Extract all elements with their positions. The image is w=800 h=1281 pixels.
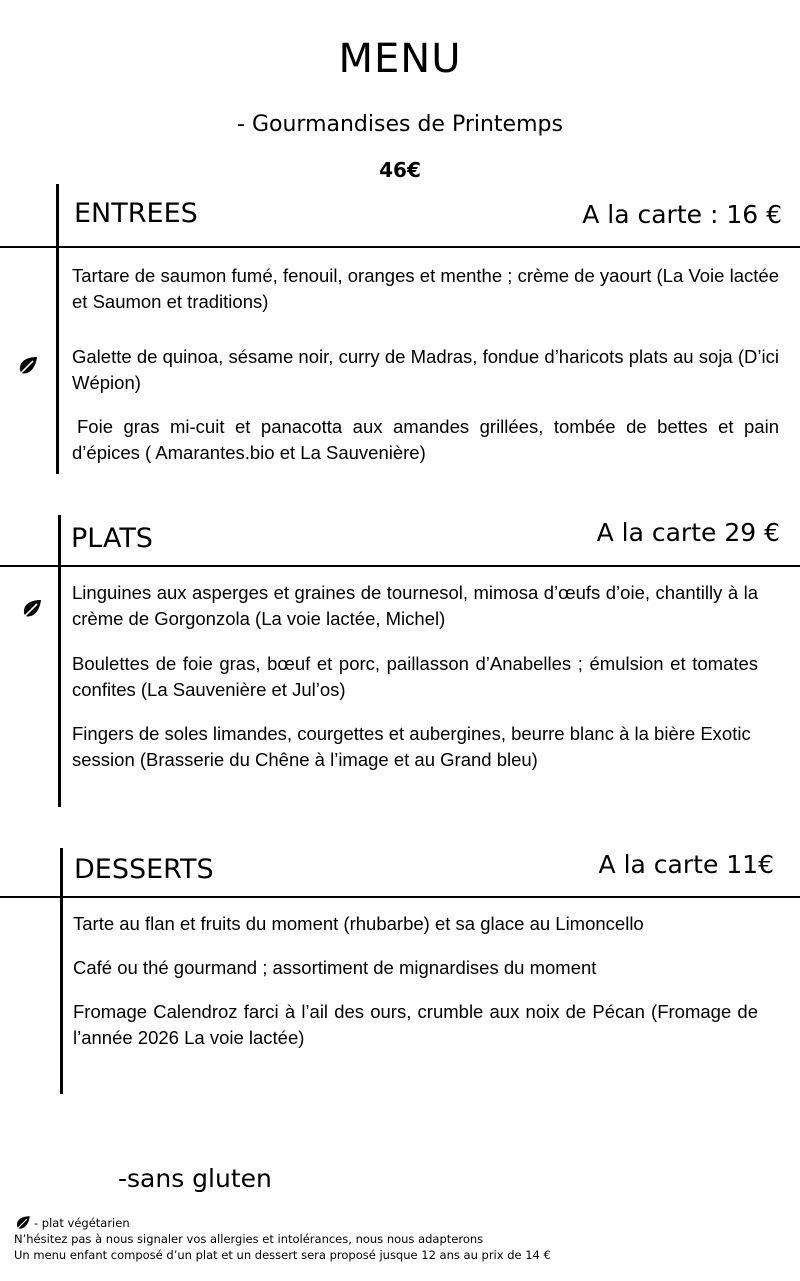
kids-menu-note: Un menu enfant composé d’un plat et un dessert sera proposé jusque 12 ans au prix de 14 € — [14, 1248, 551, 1262]
sans-gluten-note: -sans gluten — [118, 1164, 272, 1193]
menu-subtitle: - Gourmandises de Printemps — [237, 112, 563, 137]
dish-item: Tartare de saumon fumé, fenouil, oranges et menthe ; crème de yaourt (La Voie lactée et Saumon et traditions) — [72, 265, 779, 312]
desserts-title: DESSERTS — [74, 854, 214, 885]
menu-title: MENU — [338, 36, 462, 82]
vegetarian-legend-label: - plat végétarien — [34, 1216, 130, 1230]
menu-price: 46€ — [379, 158, 421, 182]
dish-item: Fingers de soles limandes, courgettes et aubergines, beurre blanc à la bière Exotic session (Brasserie du Chêne à l’image et au Grand bleu) — [72, 723, 751, 770]
allergies-note: N’hésitez pas à nous signaler vos allergies et intolérances, nous nous adapterons — [14, 1232, 484, 1246]
dish-item: Tarte au flan et fruits du moment (rhubarbe) et sa glace au Limoncello — [73, 913, 644, 934]
entrees-divider — [0, 246, 800, 248]
dish-item: Café ou thé gourmand ; assortiment de mignardises du moment — [73, 957, 597, 978]
entrees-title: ENTREES — [74, 198, 198, 229]
dish-item: Foie gras mi-cuit et panacotta aux amandes grillées, tombée de bettes et pain d’épices ( Amarantes.bio et La Sauvenière) — [72, 416, 779, 463]
entrees-vertical-rule — [56, 184, 59, 474]
dish-item: Boulettes de foie gras, bœuf et porc, paillasson d’Anabelles ; émulsion et tomates confites (La Sauvenière et Jul’os) — [72, 653, 758, 700]
plats-price: A la carte 29 € — [596, 518, 780, 547]
dish-item: Linguines aux asperges et graines de tournesol, mimosa d’œufs d’oie, chantilly à la crème de Gorgonzola (La voie lactée, Michel) — [72, 582, 758, 629]
plats-title: PLATS — [71, 523, 153, 554]
desserts-divider — [0, 896, 800, 898]
plats-vertical-rule — [58, 515, 61, 807]
leaf-icon — [16, 354, 40, 378]
entrees-price: A la carte : 16 € — [582, 200, 782, 229]
desserts-vertical-rule — [60, 848, 63, 1094]
leaf-icon — [20, 597, 44, 621]
leaf-icon — [14, 1214, 32, 1232]
plats-divider — [0, 565, 800, 567]
dish-item: Galette de quinoa, sésame noir, curry de Madras, fondue d’haricots plats au soja (D’ici Wépion) — [72, 346, 779, 393]
dish-item: Fromage Calendroz farci à l’ail des ours, crumble aux noix de Pécan (Fromage de l’année 2026 La voie lactée) — [73, 1001, 758, 1048]
vegetarian-legend — [14, 1214, 130, 1232]
desserts-price: A la carte 11€ — [598, 850, 774, 879]
